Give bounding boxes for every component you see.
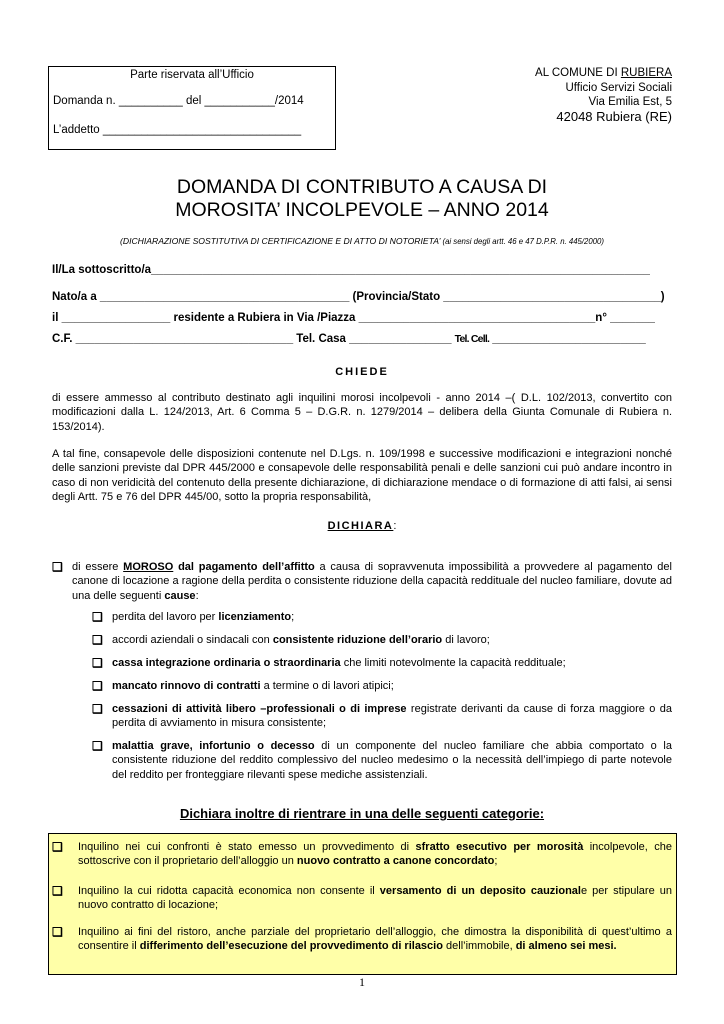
category-item — [52, 840, 672, 869]
category-bold1: versamento di un deposito cauzional — [379, 885, 581, 897]
cause-post: di lavoro; — [442, 634, 490, 646]
document-subtitle — [0, 236, 724, 246]
sottoscritto-field[interactable]: Il/La sottoscritto/a______________________________________________________________________________ — [52, 264, 650, 276]
title-line-2: MOROSITA’ INCOLPEVOLE – ANNO 2014 — [175, 199, 549, 221]
office-reserved-box — [48, 66, 336, 150]
title-line-1: DOMANDA DI CONTRIBUTO A CAUSA DI — [176, 176, 548, 198]
cf-tel-field[interactable] — [52, 333, 646, 345]
moroso-checkbox-icon[interactable]: ❑ — [52, 560, 63, 574]
cause-item — [92, 739, 672, 782]
moroso-p1: di essere — [72, 561, 124, 573]
cause-checkbox-icon[interactable]: ❑ — [92, 610, 103, 624]
tel-cell-label: Tel. Cell. — [454, 333, 490, 345]
cause-item — [92, 679, 672, 693]
office-box-title: Parte riservata all’Ufficio — [130, 69, 254, 81]
cause-post: che limiti notevolmente la capacità reddituale; — [340, 657, 566, 669]
moroso-text — [72, 560, 672, 603]
cause-post: ; — [291, 611, 295, 623]
category-bold2: nuovo contratto a canone concordato — [296, 855, 495, 868]
dichiara-heading — [0, 520, 724, 532]
document-title — [0, 176, 724, 222]
moroso-word: MOROSO — [123, 561, 174, 573]
declaration-paragraph: A tal fine, consapevole delle disposizioni contenute nel D.Lgs. n. 109/1998 e successive modificazioni e integrazioni nonché delle sanzioni previste dal DPR 445/2000 e consapevole delle responsabilità penali e delle sanzioni cui può andare incontro in caso di non veridicità del contenuto della presente dichiarazione, di dichiarazione mendace o di formazione di atti falsi, ai sensi degli Artt. 75 e 76 del DPR 445/00, sotto la propria responsabilità, — [52, 448, 672, 503]
cf-tel-casa: C.F. __________________________________ Tel. Casa ________________ — [52, 333, 452, 345]
cause-checkbox-icon[interactable]: ❑ — [92, 633, 103, 647]
category-bold1: sfratto esecutivo per morosità — [415, 841, 584, 853]
categories-heading: Dichiara inoltre di rientrare in una delle seguenti categorie: — [179, 806, 545, 821]
cause-item — [92, 702, 672, 731]
cause-bold: mancato rinnovo di contratti — [112, 680, 261, 692]
moroso-p4: : — [195, 589, 199, 602]
cause-item — [92, 610, 672, 624]
category-checkbox-icon[interactable]: ❑ — [52, 840, 63, 854]
category-pre: Inquilino nei cui confronti è stato emesso un provvedimento di — [78, 841, 416, 853]
cause-post: a termine o di lavori atipici; — [260, 680, 394, 692]
dichiara-word: DICHIARA — [327, 520, 394, 532]
address-prefix: AL COMUNE DI — [535, 67, 621, 79]
cause-bold: licenziamento — [218, 611, 292, 623]
request-paragraph: di essere ammesso al contributo destinato agli inquilini morosi incolpevoli - anno 2014 –( D.L. 102/2013, convertito con modificazioni dalla L. 124/2013, Art. 6 Comma 5 – D.G.R. n. 1279/2014 – delibera della Giunta Comunale di Rubiera n. 153/2014). — [52, 392, 672, 433]
address-line-2: Ufficio Servizi Sociali — [565, 81, 672, 94]
category-mid: e per stipulare un nuovo contratto di locazione; — [78, 885, 672, 912]
nato-field[interactable]: Nato/a a _______________________________________ (Provincia/Stato __________________________________) — [52, 291, 665, 303]
category-mid: dell’immobile, — [442, 940, 516, 953]
category-item — [52, 925, 672, 954]
category-mid: incolpevole, che sottoscrive con il proprietario dell’alloggio un — [78, 841, 672, 868]
cause-bold: cessazioni di attività libero –professionali o di imprese — [112, 703, 407, 715]
recipient-address — [535, 66, 672, 124]
cause-checkbox-icon[interactable]: ❑ — [92, 702, 103, 716]
address-line-3: Via Emilia Est, 5 — [588, 96, 672, 108]
residenza-field[interactable]: il _________________ residente a Rubiera in Via /Piazza _____________________________________n° _______ — [52, 312, 655, 324]
cause-checkbox-icon[interactable]: ❑ — [92, 739, 103, 753]
chiede-heading: CHIEDE — [335, 366, 389, 378]
address-town: RUBIERA — [620, 67, 672, 79]
cause-pre: accordi aziendali o sindacali con — [112, 634, 273, 646]
addetto-field: L’addetto _______________________________ — [53, 124, 302, 136]
tel-cell-line: ________________________ — [492, 333, 646, 345]
cause-bold: malattia grave, infortunio o decesso — [112, 740, 315, 752]
moroso-p2: dal pagamento dell’affitto — [173, 561, 315, 573]
category-item — [52, 884, 672, 913]
subtitle-main: (DICHIARAZIONE SOSTITUTIVA DI CERTIFICAZIONE E DI ATTO DI NOTORIETA’ — [120, 236, 441, 246]
cause-post: registrate derivanti da cause di forza maggiore o da perdita di avviamento in misura consistente; — [112, 703, 672, 730]
category-post: ; — [494, 855, 498, 868]
cause-checkbox-icon[interactable]: ❑ — [92, 679, 103, 693]
cause-post: di un componente del nucleo familiare che abbia comportato o la consistente riduzione del reddito complessivo del nucleo medesimo o la necessità dell’impiego di parte notevole del reddito per fronteggiare rilevanti spese mediche assistenziali. — [112, 740, 672, 781]
page-number: 1 — [359, 975, 365, 989]
category-pre: Inquilino ai fini del ristoro, anche parziale del proprietario dell’alloggio, che dimostra la disponibilità di quest’ultimo a consentire il — [78, 926, 672, 953]
cause-item — [92, 656, 672, 670]
cause-checkbox-icon[interactable]: ❑ — [92, 656, 103, 670]
cause-pre: perdita del lavoro per — [112, 611, 219, 623]
address-line-4: 42048 Rubiera (RE) — [556, 108, 672, 124]
category-pre: Inquilino la cui ridotta capacità economica non consente il — [78, 885, 380, 897]
subtitle-law: (ai sensi degli artt. 46 e 47 D.P.R. n. 445/2000) — [442, 237, 604, 246]
moroso-p3: a causa di sopravvenuta impossibilità a provvedere al pagamento del canone di locazione a ragione della perdita o consistente riduzione della capacità reddituale del nucleo familiare, dovute ad una delle seguenti — [72, 561, 672, 602]
category-bold2: di almeno sei mesi. — [515, 940, 617, 953]
domanda-number-field: Domanda n. __________ del ___________/2014 — [53, 95, 304, 107]
cause-bold: cassa integrazione ordinaria o straordinaria — [112, 657, 341, 669]
category-bold1: differimento dell’esecuzione del provvedimento di rilascio — [139, 940, 443, 953]
moroso-cause: cause — [164, 589, 196, 602]
cause-item — [92, 633, 672, 647]
category-checkbox-icon[interactable]: ❑ — [52, 925, 63, 939]
cause-bold: consistente riduzione dell’orario — [272, 634, 443, 646]
address-line-1 — [535, 66, 672, 81]
moroso-item — [52, 560, 672, 603]
dichiara-colon: : — [393, 520, 397, 532]
category-checkbox-icon[interactable]: ❑ — [52, 884, 63, 898]
